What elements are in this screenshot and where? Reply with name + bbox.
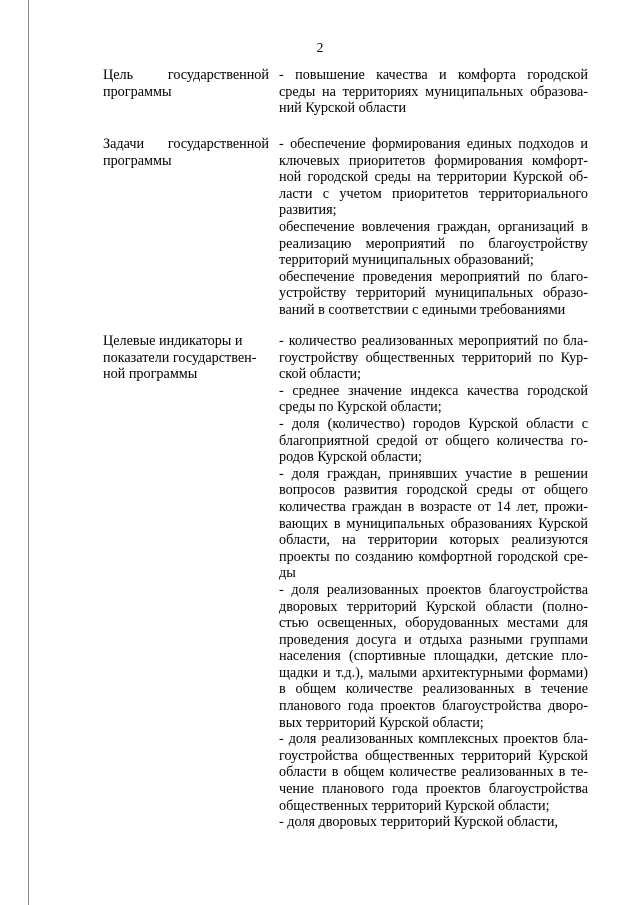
- row-label-line: [103, 67, 269, 84]
- content-line: - повышение качества и комфорта городской: [279, 67, 588, 83]
- content-line: вопросов развития городской среды от общего: [279, 482, 588, 499]
- content-line: области в общем количестве реализованных в те-: [279, 764, 588, 781]
- row-label-word: Задачи: [103, 136, 145, 152]
- content-line: проекты по созданию комфортной городской сре-: [279, 548, 588, 565]
- row-label-line: [103, 350, 269, 367]
- row-label: [103, 136, 269, 169]
- content-line: обеспечение вовлечения граждан, организаций в: [279, 218, 588, 235]
- content-line: гоустройства общественных территорий Курской: [279, 747, 588, 764]
- content-line: населения (спортивные площадки, детские пло-: [279, 648, 588, 665]
- content-paragraph: [279, 814, 588, 831]
- content-line: проведения досуга и отдыха разными группами: [279, 631, 588, 648]
- row-label-word: государственной: [167, 136, 269, 152]
- content-line: вых территорий Курской области;: [279, 714, 484, 731]
- content-paragraph: [279, 136, 588, 219]
- content-line: - обеспечение формирования единых подходов и: [279, 136, 588, 152]
- content-line: ды: [279, 565, 296, 582]
- content-paragraph: [279, 582, 588, 731]
- row-label-word: показатели государствен-: [103, 349, 257, 366]
- content-line: щадки и т.д.), малыми архитектурными формами): [279, 664, 588, 681]
- content-line: территорий муниципальных образований;: [279, 252, 534, 269]
- row-label-line: [103, 333, 269, 350]
- content-line: области, на территории которых реализуются: [279, 532, 588, 549]
- content-line: - доля дворовых территорий Курской области,: [279, 814, 558, 831]
- row-label-word: Цель: [103, 67, 134, 83]
- content-line: обеспечение проведения мероприятий по благо-: [279, 268, 588, 285]
- content-line: ской области;: [279, 366, 362, 383]
- row-label-line: [103, 84, 269, 101]
- content-line: вающих в муниципальных образованиях Курской: [279, 515, 588, 532]
- content-paragraph: [279, 333, 588, 383]
- content-paragraph: [279, 416, 588, 466]
- content-paragraph: [279, 731, 588, 814]
- content-paragraph: [279, 67, 588, 117]
- content-line: количества граждан в возрасте от 14 лет, прожи-: [279, 498, 588, 515]
- row-label-word: Целевые индикаторы и: [103, 333, 243, 349]
- content-line: ласти с учетом приоритетов территориального: [279, 185, 588, 202]
- content-line: - доля реализованных проектов благоустройства: [279, 581, 588, 598]
- content-line: - доля (количество) городов Курской области с: [279, 415, 588, 432]
- content-line: планового года проектов благоустройства дворо-: [279, 698, 588, 715]
- content-line: - доля реализованных комплексных проектов бла-: [279, 731, 588, 748]
- row-label: [103, 333, 269, 383]
- content-line: ной городской среды на территории Курской об-: [279, 169, 588, 186]
- content-line: ваний в соответствии с едиными требованиями: [279, 301, 566, 318]
- row-label-word: ной программы: [103, 366, 198, 382]
- content-paragraph: [279, 219, 588, 269]
- row-label-line: [103, 366, 269, 383]
- content-line: устройству территорий муниципальных образо-: [279, 285, 588, 302]
- content-line: - доля граждан, принявших участие в решении: [279, 465, 588, 482]
- row-label-word: государственной: [167, 67, 269, 83]
- content-line: среды на территориях муниципальных образова-: [279, 83, 588, 100]
- row-label-word: программы: [103, 152, 172, 169]
- scan-margin-line: [28, 0, 29, 905]
- content-line: - среднее значение индекса качества городской: [279, 382, 588, 399]
- content-line: общественных территорий Курской области;: [279, 797, 550, 814]
- content-line: ний Курской области: [279, 100, 407, 117]
- content-line: стью освещенных, оборудованных местами для: [279, 615, 588, 632]
- row-content: [279, 67, 588, 117]
- row-label-word: программы: [103, 83, 172, 100]
- content-line: чение планового года проектов благоустройства: [279, 781, 588, 798]
- content-line: среды по Курской области;: [279, 399, 442, 416]
- content-paragraph: [279, 383, 588, 416]
- row-label: [103, 67, 269, 100]
- row-content: [279, 136, 588, 319]
- content-line: - количество реализованных мероприятий по бла-: [279, 333, 588, 349]
- row-label-line: [103, 153, 269, 170]
- content-line: родов Курской области;: [279, 449, 422, 466]
- content-paragraph: [279, 466, 588, 582]
- content-line: ключевых приоритетов формирования комфорт-: [279, 152, 588, 169]
- row-content: [279, 333, 588, 831]
- content-line: благоприятной средой от общего количества го-: [279, 432, 588, 449]
- content-line: реализацию мероприятий по благоустройству: [279, 235, 588, 252]
- content-line: дворовых территорий Курской области (полно-: [279, 598, 588, 615]
- content-line: в общем количестве реализованных в течение: [279, 681, 588, 698]
- content-line: развития;: [279, 202, 337, 219]
- row-label-line: [103, 136, 269, 153]
- content-line: гоустройству общественных территорий по Кур-: [279, 349, 588, 366]
- page-number: 2: [316, 40, 324, 55]
- content-paragraph: [279, 269, 588, 319]
